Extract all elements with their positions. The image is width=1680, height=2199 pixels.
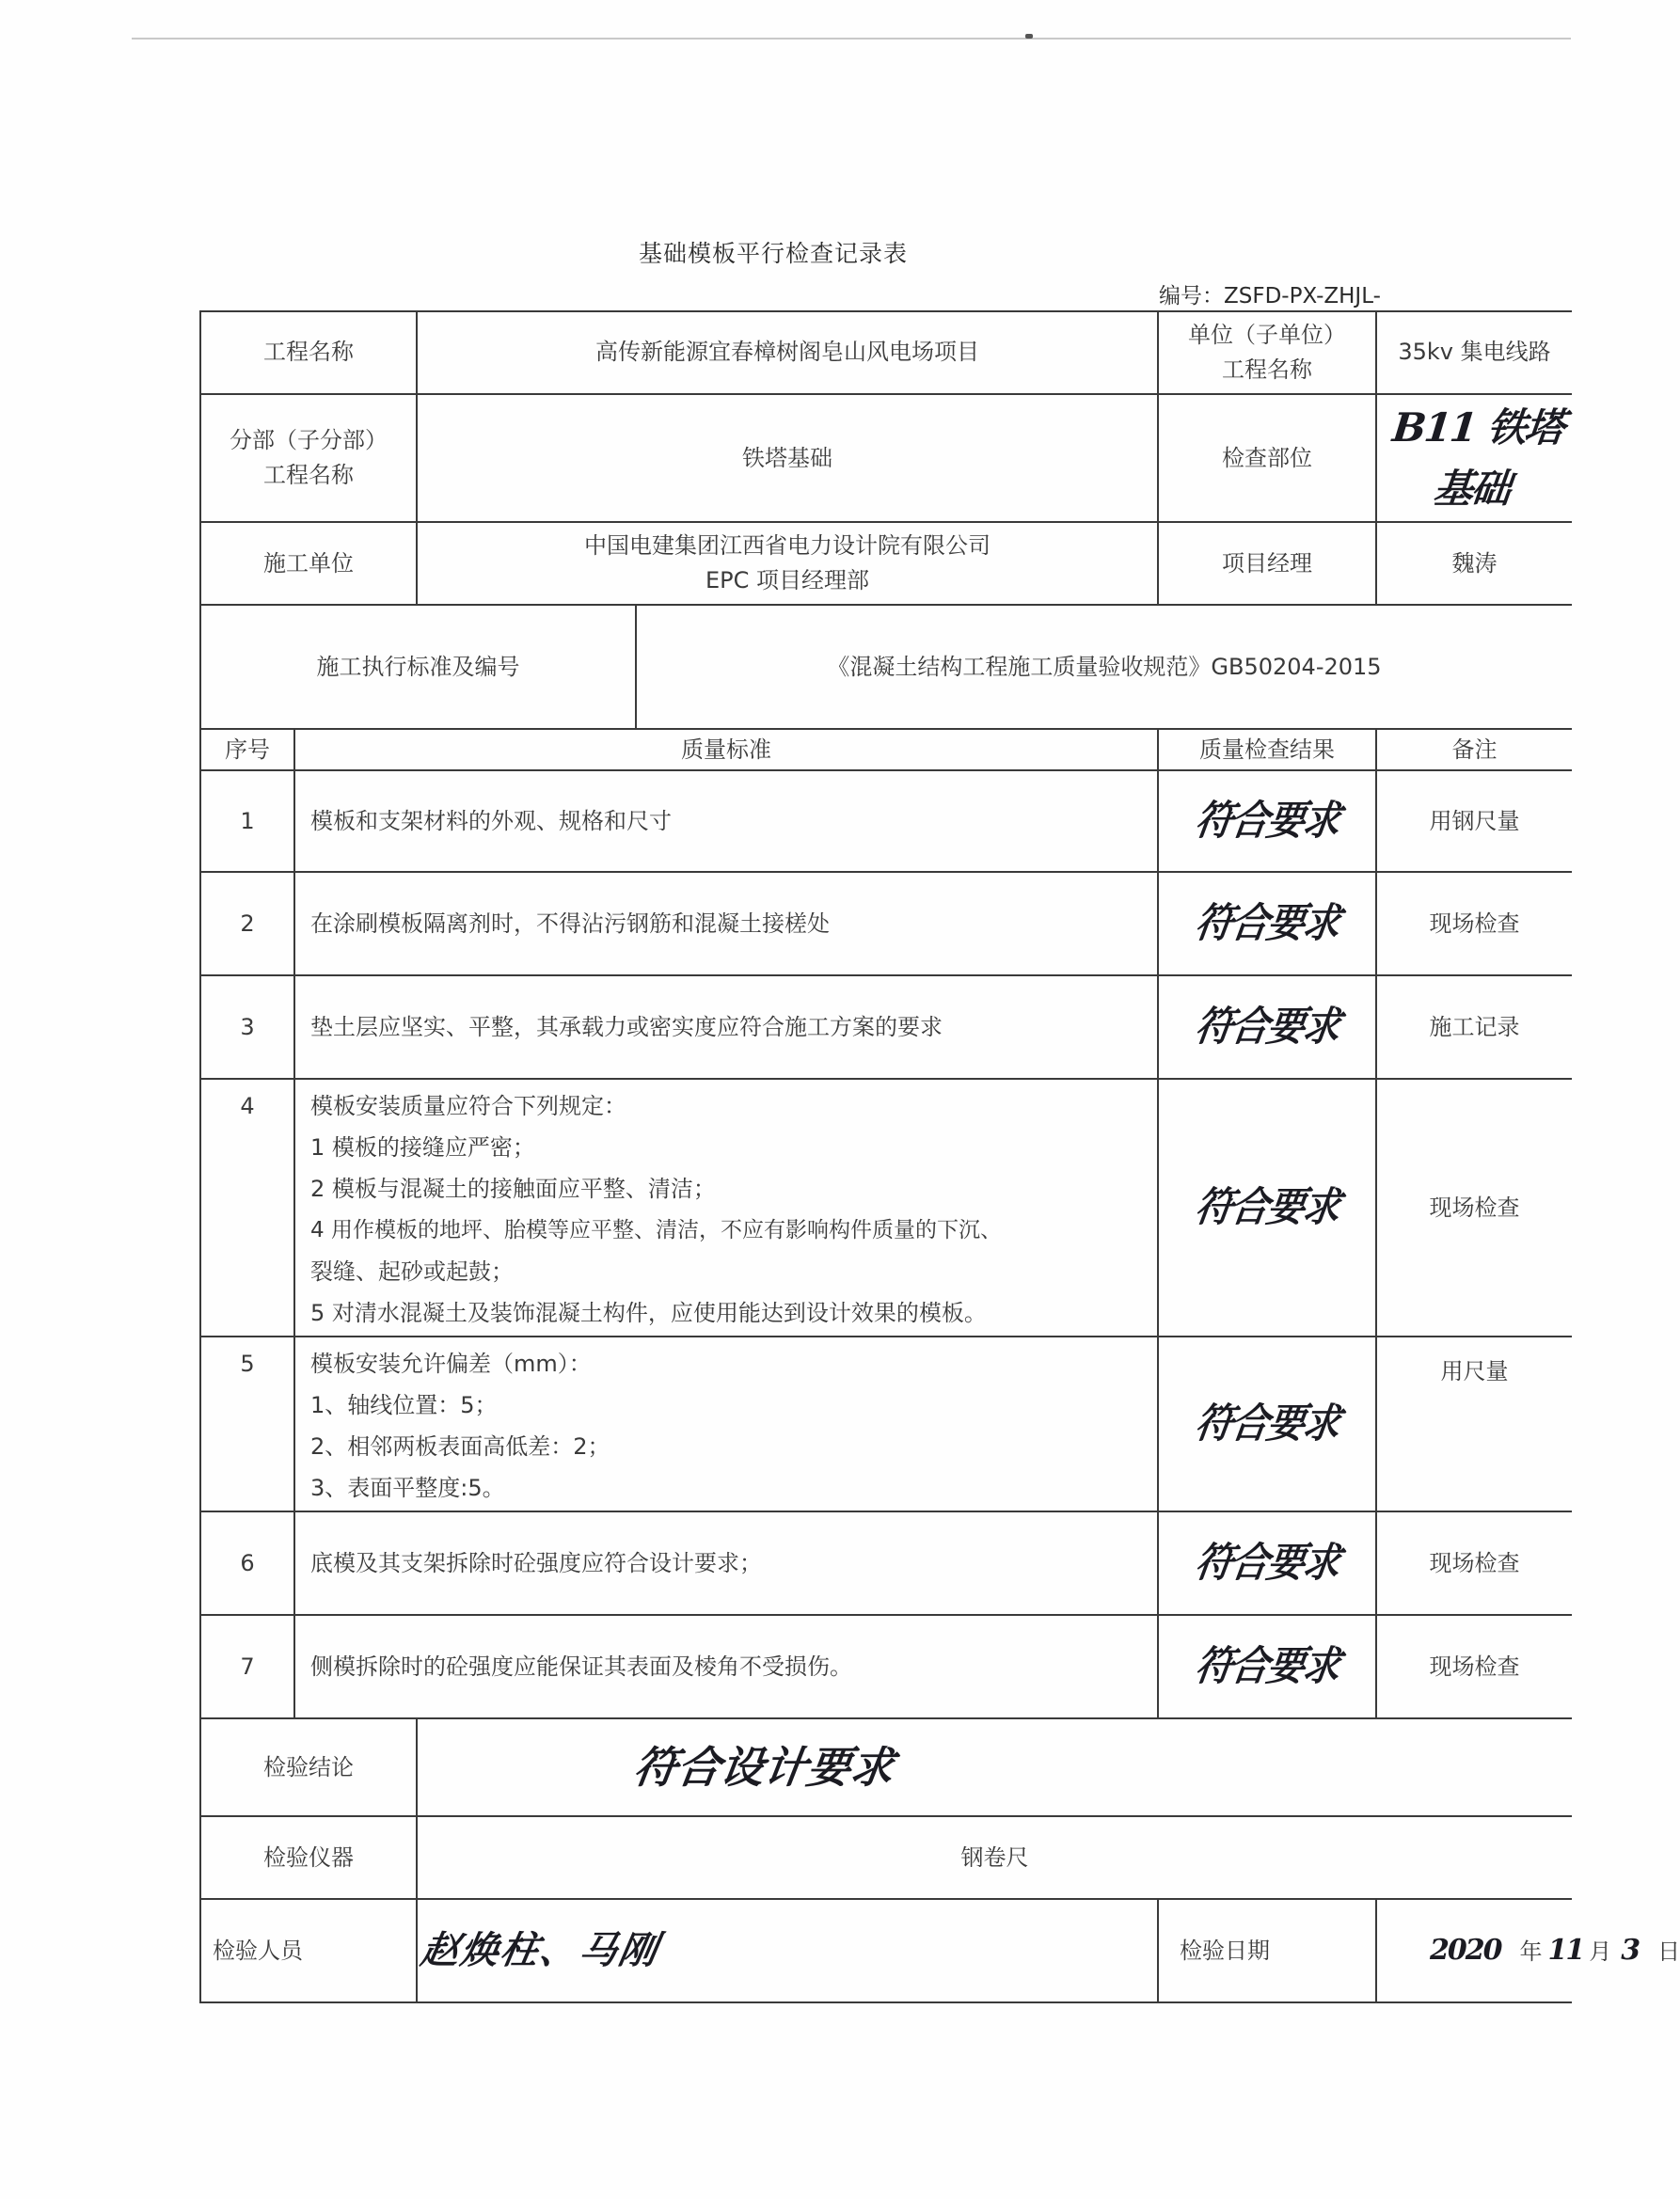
item-row [200,872,1572,975]
item-standard: 在涂刷模板隔离剂时，不得沾污钢筋和混凝土接槎处 [294,872,1158,975]
item-seq: 1 [200,770,294,872]
date-year-unit: 年 [1519,1938,1543,1965]
item-row [200,1079,1572,1337]
location-cell [1376,394,1572,522]
item-note: 用尺量 [1376,1337,1572,1511]
date-cell [1376,1899,1680,2002]
item-standard-line: 模板安装质量应符合下列规定： [310,1093,626,1120]
instrument-label: 检验仪器 [200,1816,417,1899]
item-row [200,1337,1572,1511]
project-name-value: 高传新能源宜春樟树阁皂山风电场项目 [417,311,1158,394]
result-handwritten: 符合要求 [1192,899,1342,948]
item-standard [294,1337,1158,1511]
item-standard-line: 2、相邻两板表面高低差：2； [310,1433,610,1461]
date-day-unit: 日 [1657,1938,1680,1965]
inspector-cell [417,1899,1158,2002]
instrument-row [200,1816,1572,1899]
item-standard-line: 1 模板的接缝应严密； [310,1134,535,1162]
item-note: 现场检查 [1376,1511,1572,1615]
conclusion-handwritten: 符合设计要求 [630,1741,897,1793]
result-handwritten: 符合要求 [1192,1003,1342,1052]
contractor-label: 施工单位 [200,522,417,605]
subdivision-row [200,394,1572,522]
scan-speck [1025,34,1033,39]
manager-label: 项目经理 [1158,522,1376,605]
item-result [1158,1337,1376,1511]
item-standard-line: 2 模板与混凝土的接触面应平整、清洁； [310,1176,716,1203]
conclusion-label: 检验结论 [200,1718,417,1816]
item-note: 用钢尺量 [1376,770,1572,872]
result-handwritten: 符合要求 [1192,1539,1342,1588]
item-note: 施工记录 [1376,975,1572,1079]
document-code-label: 编号： [1159,284,1224,308]
location-label: 检查部位 [1158,394,1376,522]
standard-label: 施工执行标准及编号 [200,605,636,729]
item-standard-line: 裂缝、起砂或起鼓； [310,1258,514,1286]
contractor-value-line1: 中国电建集团江西省电力设计院有限公司 [584,532,991,559]
conclusion-row [200,1718,1572,1816]
item-result [1158,1511,1376,1615]
item-row [200,975,1572,1079]
column-header-row [200,729,1572,770]
item-result [1158,1615,1376,1718]
item-note: 现场检查 [1376,872,1572,975]
subdivision-label [200,394,417,522]
item-note: 现场检查 [1376,1079,1572,1337]
column-note: 备注 [1376,729,1572,770]
date-month: 11 [1547,1933,1584,1967]
unit-label-line1: 单位（子单位） [1188,321,1346,348]
item-standard: 侧模拆除时的砼强度应能保证其表面及棱角不受损伤。 [294,1615,1158,1718]
item-row [200,770,1572,872]
document-title: 基础模板平行检查记录表 [638,240,908,267]
column-result: 质量检查结果 [1158,729,1376,770]
manager-value: 魏涛 [1376,522,1572,605]
inspector-label: 检验人员 [200,1899,417,2002]
unit-label-line2: 工程名称 [1222,356,1312,383]
column-seq: 序号 [200,729,294,770]
inspector-row [200,1899,1572,2002]
item-seq: 4 [200,1079,294,1337]
item-standard-line: 3、表面平整度:5。 [310,1475,505,1502]
column-standard: 质量标准 [294,729,1158,770]
item-standard [294,1079,1158,1337]
item-result [1158,1079,1376,1337]
item-note: 现场检查 [1376,1615,1572,1718]
unit-label [1158,311,1376,394]
document-code [1159,278,1381,309]
item-seq: 7 [200,1615,294,1718]
result-handwritten: 符合要求 [1192,1642,1342,1691]
item-standard-line: 模板安装允许偏差（mm）： [310,1351,592,1378]
instrument-value: 钢卷尺 [417,1816,1572,1899]
inspector-signature: 赵焕柱、马刚 [417,1928,663,1973]
standard-row [200,605,1572,729]
inspection-record-table [199,310,1680,2003]
item-standard: 模板和支架材料的外观、规格和尺寸 [294,770,1158,872]
date-year: 2020 [1430,1933,1501,1967]
standard-value: 《混凝土结构工程施工质量验收规范》GB50204-2015 [636,605,1572,729]
project-name-label: 工程名称 [200,311,417,394]
item-seq: 3 [200,975,294,1079]
item-standard-line: 4 用作模板的地坪、胎模等应平整、清洁，不应有影响构件质量的下沉、 [310,1218,1002,1243]
item-standard: 底模及其支架拆除时砼强度应符合设计要求； [294,1511,1158,1615]
item-result [1158,975,1376,1079]
date-value [1383,1929,1680,1973]
item-row [200,1511,1572,1615]
item-seq: 6 [200,1511,294,1615]
subdivision-value: 铁塔基础 [417,394,1158,522]
scan-edge-line [132,38,1571,40]
subdivision-label-line1: 分部（子分部） [230,426,388,453]
result-handwritten: 符合要求 [1192,1183,1342,1232]
result-handwritten: 符合要求 [1192,1400,1342,1448]
contractor-value [417,522,1158,605]
contractor-row [200,522,1572,605]
conclusion-cell [417,1718,1572,1816]
result-handwritten: 符合要求 [1192,797,1342,846]
item-standard-line: 5 对清水混凝土及装饰混凝土构件，应使用能达到设计效果的模板。 [310,1300,987,1327]
item-seq: 2 [200,872,294,975]
date-day: 3 [1621,1933,1640,1967]
unit-value: 35kv 集电线路 [1376,311,1572,394]
date-label: 检验日期 [1158,1899,1376,2002]
item-standard: 垫土层应坚实、平整，其承载力或密实度应符合施工方案的要求 [294,975,1158,1079]
contractor-value-line2: EPC 项目经理部 [705,567,870,594]
date-month-unit: 月 [1589,1938,1612,1965]
item-row [200,1615,1572,1718]
subdivision-label-line2: 工程名称 [263,462,354,489]
project-name-row [200,311,1572,394]
item-result [1158,770,1376,872]
item-result [1158,872,1376,975]
document-code-value: ZSFD-PX-ZHJL- [1224,284,1381,308]
location-handwritten: B11 铁塔基础 [1390,404,1565,513]
item-standard-line: 1、轴线位置：5； [310,1392,498,1419]
item-seq: 5 [200,1337,294,1511]
